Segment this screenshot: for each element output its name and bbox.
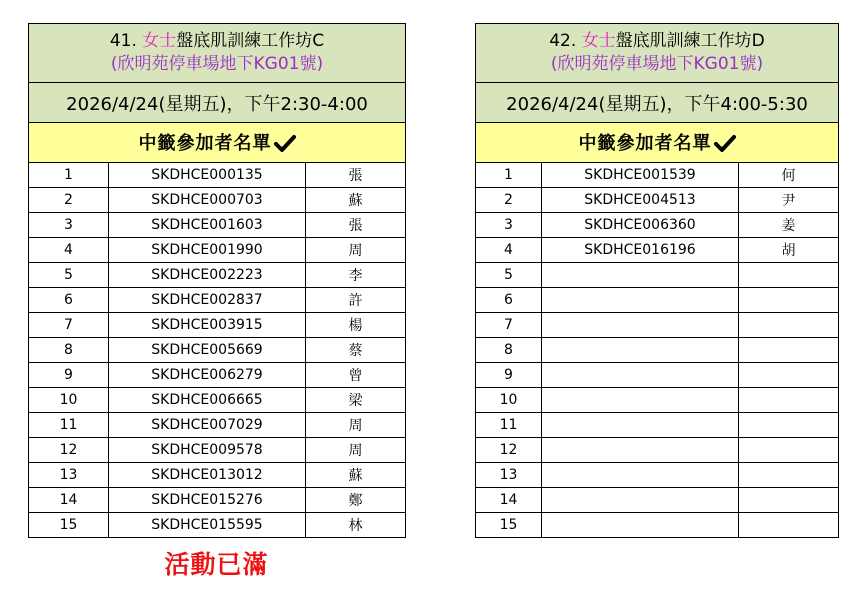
table-row — [29, 263, 406, 288]
workshop-title — [29, 30, 405, 53]
row-number-cell: 6 — [29, 288, 109, 313]
participant-code-cell: SKDHCE000703 — [109, 188, 306, 213]
participant-surname-cell: 周 — [306, 413, 406, 438]
list-header — [476, 123, 839, 163]
participant-surname-cell: 周 — [306, 238, 406, 263]
participant-surname-cell — [739, 388, 839, 413]
participant-surname-cell — [739, 363, 839, 388]
participant-code-cell: SKDHCE003915 — [109, 313, 306, 338]
row-number-cell: 1 — [29, 163, 109, 188]
table-row — [29, 488, 406, 513]
workshop-title — [476, 30, 838, 53]
participant-surname-cell: 鄭 — [306, 488, 406, 513]
participant-surname-cell: 林 — [306, 513, 406, 538]
participant-code-cell — [542, 513, 739, 538]
row-number-cell: 10 — [29, 388, 109, 413]
workshop-panel-42 — [475, 23, 838, 538]
participant-surname-cell — [739, 288, 839, 313]
participant-surname-cell: 蔡 — [306, 338, 406, 363]
table-row — [476, 188, 839, 213]
participant-surname-cell: 蘇 — [306, 188, 406, 213]
row-number-cell: 3 — [29, 213, 109, 238]
participant-code-cell — [542, 413, 739, 438]
row-number-cell: 11 — [476, 413, 542, 438]
row-number-cell: 14 — [29, 488, 109, 513]
row-number-cell: 5 — [476, 263, 542, 288]
row-number-cell: 3 — [476, 213, 542, 238]
participant-surname-cell — [739, 413, 839, 438]
workshop-datetime: 2026/4/24(星期五)，下午4:00-5:30 — [476, 83, 839, 123]
participant-surname-cell: 周 — [306, 438, 406, 463]
table-row — [29, 388, 406, 413]
participant-code-cell — [542, 313, 739, 338]
participant-code-cell: SKDHCE007029 — [109, 413, 306, 438]
workshop-panel-41 — [28, 23, 405, 538]
participant-surname-cell: 楊 — [306, 313, 406, 338]
participant-code-cell: SKDHCE006665 — [109, 388, 306, 413]
participant-table — [475, 23, 839, 538]
row-number-cell: 1 — [476, 163, 542, 188]
participant-code-cell — [542, 338, 739, 363]
table-row — [29, 213, 406, 238]
table-row — [476, 463, 839, 488]
participant-surname-cell — [739, 513, 839, 538]
table-row — [476, 513, 839, 538]
participant-surname-cell: 姜 — [739, 213, 839, 238]
row-number-cell: 8 — [29, 338, 109, 363]
table-row — [476, 263, 839, 288]
table-row — [476, 288, 839, 313]
table-row — [476, 363, 839, 388]
row-number-cell: 12 — [476, 438, 542, 463]
participant-surname-cell: 李 — [306, 263, 406, 288]
row-number-cell: 5 — [29, 263, 109, 288]
event-full-note: 活動已滿 — [164, 550, 269, 579]
participant-code-cell — [542, 388, 739, 413]
participant-code-cell: SKDHCE002223 — [109, 263, 306, 288]
participant-surname-cell: 尹 — [739, 188, 839, 213]
table-row — [476, 438, 839, 463]
participant-code-cell: SKDHCE016196 — [542, 238, 739, 263]
row-number-cell: 2 — [476, 188, 542, 213]
table-row — [29, 438, 406, 463]
participant-code-cell: SKDHCE015595 — [109, 513, 306, 538]
list-header-label: 中籤參加者名單 — [578, 132, 712, 154]
table-row — [29, 513, 406, 538]
table-row — [476, 413, 839, 438]
table-row — [476, 338, 839, 363]
participant-code-cell: SKDHCE001990 — [109, 238, 306, 263]
row-number-cell: 7 — [29, 313, 109, 338]
row-number-cell: 9 — [476, 363, 542, 388]
participant-surname-cell — [739, 263, 839, 288]
participant-code-cell — [542, 363, 739, 388]
table-row — [29, 288, 406, 313]
participant-code-cell: SKDHCE006360 — [542, 213, 739, 238]
row-number-cell: 10 — [476, 388, 542, 413]
workshop-number: 41. — [109, 31, 137, 51]
row-number-cell: 15 — [476, 513, 542, 538]
row-number-cell: 2 — [29, 188, 109, 213]
participant-code-cell: SKDHCE013012 — [109, 463, 306, 488]
participant-code-cell — [542, 263, 739, 288]
table-row — [29, 313, 406, 338]
workshop-datetime: 2026/4/24(星期五)，下午2:30-4:00 — [29, 83, 406, 123]
participant-surname-cell: 梁 — [306, 388, 406, 413]
participant-surname-cell — [739, 338, 839, 363]
participant-table — [28, 23, 406, 538]
row-number-cell: 6 — [476, 288, 542, 313]
workshop-title-cell — [29, 24, 406, 83]
table-row — [476, 488, 839, 513]
participant-code-cell: SKDHCE005669 — [109, 338, 306, 363]
workshop-tag: 女士 — [142, 31, 177, 51]
table-row — [476, 238, 839, 263]
table-row — [29, 363, 406, 388]
table-row — [476, 163, 839, 188]
participant-code-cell: SKDHCE004513 — [542, 188, 739, 213]
table-row — [29, 463, 406, 488]
row-number-cell: 11 — [29, 413, 109, 438]
table-row — [476, 213, 839, 238]
participant-surname-cell — [739, 313, 839, 338]
list-header-label: 中籤參加者名單 — [138, 132, 272, 154]
participant-code-cell: SKDHCE001539 — [542, 163, 739, 188]
table-row — [29, 413, 406, 438]
participant-surname-cell: 張 — [306, 163, 406, 188]
table-row — [29, 188, 406, 213]
participant-code-cell: SKDHCE015276 — [109, 488, 306, 513]
table-row — [29, 163, 406, 188]
participant-code-cell — [542, 288, 739, 313]
table-row — [29, 338, 406, 363]
row-number-cell: 4 — [29, 238, 109, 263]
table-row — [476, 313, 839, 338]
workshop-title-cell — [476, 24, 839, 83]
participant-code-cell: SKDHCE002837 — [109, 288, 306, 313]
workshop-location: (欣明苑停車場地下KG01號) — [550, 54, 764, 74]
row-number-cell: 13 — [476, 463, 542, 488]
row-number-cell: 8 — [476, 338, 542, 363]
participant-surname-cell: 曾 — [306, 363, 406, 388]
row-number-cell: 14 — [476, 488, 542, 513]
participant-surname-cell: 張 — [306, 213, 406, 238]
participant-code-cell: SKDHCE000135 — [109, 163, 306, 188]
participant-surname-cell — [739, 463, 839, 488]
table-row — [29, 238, 406, 263]
workshop-name: 盤底肌訓練工作坊D — [615, 31, 765, 51]
row-number-cell: 9 — [29, 363, 109, 388]
participant-surname-cell — [739, 488, 839, 513]
table-row — [476, 388, 839, 413]
checkmark-icon — [274, 134, 296, 157]
row-number-cell: 4 — [476, 238, 542, 263]
row-number-cell: 12 — [29, 438, 109, 463]
workshop-location: (欣明苑停車場地下KG01號) — [110, 54, 324, 74]
workshop-tag: 女士 — [581, 31, 616, 51]
workshop-name: 盤底肌訓練工作坊C — [176, 31, 325, 51]
row-number-cell: 7 — [476, 313, 542, 338]
row-number-cell: 15 — [29, 513, 109, 538]
participant-code-cell: SKDHCE006279 — [109, 363, 306, 388]
participant-surname-cell: 胡 — [739, 238, 839, 263]
list-header — [29, 123, 406, 163]
row-number-cell: 13 — [29, 463, 109, 488]
participant-surname-cell — [739, 438, 839, 463]
participant-surname-cell: 蘇 — [306, 463, 406, 488]
participant-surname-cell: 何 — [739, 163, 839, 188]
participant-code-cell — [542, 488, 739, 513]
checkmark-icon — [714, 134, 736, 157]
participant-code-cell: SKDHCE009578 — [109, 438, 306, 463]
participant-code-cell: SKDHCE001603 — [109, 213, 306, 238]
participant-code-cell — [542, 438, 739, 463]
participant-surname-cell: 許 — [306, 288, 406, 313]
workshop-number: 42. — [549, 31, 577, 51]
participant-code-cell — [542, 463, 739, 488]
